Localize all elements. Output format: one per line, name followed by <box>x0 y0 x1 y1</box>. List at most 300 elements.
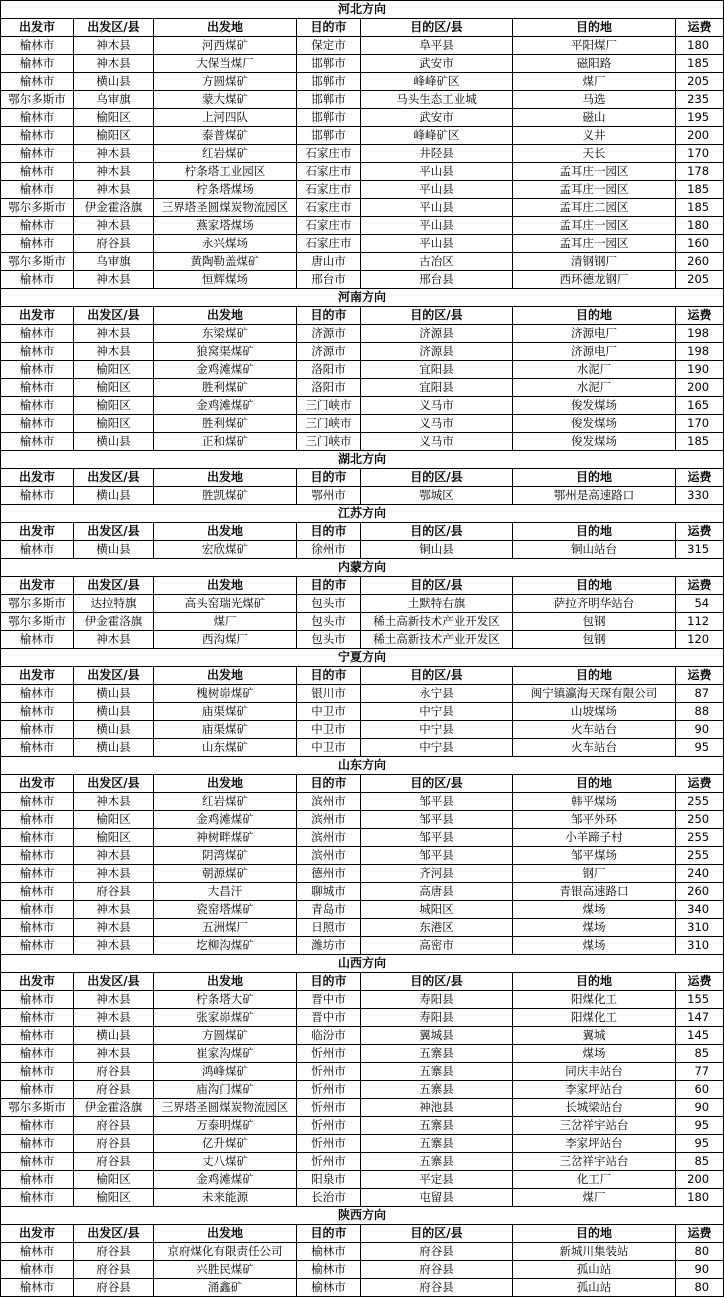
table-row <box>1 55 724 73</box>
cell-dest-city: 滨州市 <box>297 847 361 865</box>
cell-origin-city: 榆林市 <box>1 721 74 739</box>
table-row <box>1 685 724 703</box>
cell-origin-city: 榆林市 <box>1 1171 74 1189</box>
cell-fee: 95 <box>676 1135 724 1153</box>
cell-dest-city: 银川市 <box>297 685 361 703</box>
column-header-origin-district: 出发区/县 <box>74 19 154 37</box>
column-header-fee: 运费 <box>676 667 724 685</box>
column-header-row <box>1 307 724 325</box>
cell-origin-city: 榆林市 <box>1 271 74 289</box>
cell-dest-site: 俊发煤场 <box>513 397 676 415</box>
cell-origin-city: 榆林市 <box>1 1117 74 1135</box>
cell-dest-site: 煤厂 <box>513 73 676 91</box>
cell-origin-city: 榆林市 <box>1 433 74 451</box>
cell-origin-city: 榆林市 <box>1 1027 74 1045</box>
column-header-origin-city: 出发市 <box>1 469 74 487</box>
cell-origin-site: 柠条塔工业园区 <box>154 163 297 181</box>
column-header-origin-site: 出发地 <box>154 19 297 37</box>
cell-fee: 54 <box>676 595 724 613</box>
cell-dest-city: 邢台市 <box>297 271 361 289</box>
cell-dest-city: 邯郸市 <box>297 55 361 73</box>
cell-origin-site: 金鸡滩煤矿 <box>154 1171 297 1189</box>
table-row <box>1 739 724 757</box>
cell-dest-city: 忻州市 <box>297 1117 361 1135</box>
cell-fee: 180 <box>676 37 724 55</box>
column-header-origin-city: 出发市 <box>1 1225 74 1243</box>
cell-dest-district: 城阳区 <box>361 901 513 919</box>
column-header-dest-district: 目的区/县 <box>361 469 513 487</box>
cell-fee: 190 <box>676 361 724 379</box>
table-row <box>1 343 724 361</box>
section-title: 内蒙方向 <box>1 559 724 577</box>
column-header-dest-district: 目的区/县 <box>361 307 513 325</box>
cell-dest-city: 保定市 <box>297 37 361 55</box>
column-header-dest-district: 目的区/县 <box>361 775 513 793</box>
cell-dest-district: 义马市 <box>361 433 513 451</box>
cell-origin-district: 府谷县 <box>74 1063 154 1081</box>
cell-origin-city: 榆林市 <box>1 1279 74 1297</box>
table-row <box>1 361 724 379</box>
column-header-origin-city: 出发市 <box>1 667 74 685</box>
cell-fee: 198 <box>676 325 724 343</box>
cell-origin-city: 榆林市 <box>1 109 74 127</box>
cell-dest-district: 寿阳县 <box>361 991 513 1009</box>
table-row <box>1 181 724 199</box>
cell-origin-city: 榆林市 <box>1 487 74 505</box>
cell-origin-city: 榆林市 <box>1 865 74 883</box>
cell-origin-city: 榆林市 <box>1 55 74 73</box>
section-title-row <box>1 1207 724 1225</box>
cell-dest-city: 石家庄市 <box>297 199 361 217</box>
cell-origin-district: 神木县 <box>74 847 154 865</box>
cell-fee: 80 <box>676 1279 724 1297</box>
cell-dest-city: 洛阳市 <box>297 361 361 379</box>
table-row <box>1 37 724 55</box>
cell-dest-city: 榆林市 <box>297 1243 361 1261</box>
cell-dest-city: 邯郸市 <box>297 109 361 127</box>
cell-origin-site: 崔家沟煤矿 <box>154 1045 297 1063</box>
column-header-dest-city: 目的市 <box>297 577 361 595</box>
cell-origin-district: 榆阳区 <box>74 361 154 379</box>
cell-dest-city: 邯郸市 <box>297 73 361 91</box>
column-header-dest-city: 目的市 <box>297 19 361 37</box>
cell-dest-site: 孟耳庄二园区 <box>513 199 676 217</box>
cell-dest-district: 鄂城区 <box>361 487 513 505</box>
cell-fee: 240 <box>676 865 724 883</box>
table-row <box>1 1009 724 1027</box>
column-header-dest-district: 目的区/县 <box>361 19 513 37</box>
column-header-dest-site: 目的地 <box>513 1225 676 1243</box>
column-header-row <box>1 469 724 487</box>
column-header-origin-site: 出发地 <box>154 523 297 541</box>
column-header-origin-site: 出发地 <box>154 577 297 595</box>
cell-origin-site: 燕家塔煤场 <box>154 217 297 235</box>
cell-dest-district: 五寨县 <box>361 1081 513 1099</box>
cell-dest-city: 石家庄市 <box>297 235 361 253</box>
cell-origin-district: 横山县 <box>74 73 154 91</box>
cell-origin-district: 神木县 <box>74 1045 154 1063</box>
cell-dest-city: 邯郸市 <box>297 127 361 145</box>
cell-origin-district: 神木县 <box>74 937 154 955</box>
cell-dest-site: 包钢 <box>513 613 676 631</box>
cell-dest-site: 山坡煤场 <box>513 703 676 721</box>
cell-origin-city: 榆林市 <box>1 1261 74 1279</box>
cell-dest-district: 武安市 <box>361 109 513 127</box>
cell-origin-site: 圪柳沟煤矿 <box>154 937 297 955</box>
cell-origin-site: 金鸡滩煤矿 <box>154 811 297 829</box>
cell-fee: 90 <box>676 1261 724 1279</box>
table-row <box>1 73 724 91</box>
cell-dest-city: 忻州市 <box>297 1081 361 1099</box>
table-row <box>1 397 724 415</box>
cell-dest-district: 邹平县 <box>361 829 513 847</box>
cell-origin-district: 横山县 <box>74 703 154 721</box>
cell-origin-district: 府谷县 <box>74 1117 154 1135</box>
table-row <box>1 595 724 613</box>
cell-origin-site: 西沟煤厂 <box>154 631 297 649</box>
section-title-row <box>1 289 724 307</box>
column-header-dest-site: 目的地 <box>513 973 676 991</box>
table-row <box>1 433 724 451</box>
cell-dest-district: 府谷县 <box>361 1261 513 1279</box>
section-title: 江苏方向 <box>1 505 724 523</box>
cell-dest-site: 包钢 <box>513 631 676 649</box>
cell-dest-site: 煤场 <box>513 1045 676 1063</box>
column-header-row <box>1 523 724 541</box>
cell-origin-city: 榆林市 <box>1 919 74 937</box>
cell-origin-city: 鄂尔多斯市 <box>1 253 74 271</box>
cell-dest-city: 徐州市 <box>297 541 361 559</box>
table-row <box>1 109 724 127</box>
cell-fee: 95 <box>676 739 724 757</box>
cell-origin-city: 鄂尔多斯市 <box>1 1099 74 1117</box>
cell-dest-district: 五寨县 <box>361 1135 513 1153</box>
table-row <box>1 847 724 865</box>
cell-origin-site: 金鸡滩煤矿 <box>154 361 297 379</box>
section-title: 宁夏方向 <box>1 649 724 667</box>
cell-origin-district: 府谷县 <box>74 1243 154 1261</box>
cell-origin-site: 高头窑瑞光煤矿 <box>154 595 297 613</box>
cell-dest-city: 中卫市 <box>297 703 361 721</box>
cell-origin-district: 伊金霍洛旗 <box>74 613 154 631</box>
section-title-row <box>1 559 724 577</box>
cell-dest-city: 唐山市 <box>297 253 361 271</box>
cell-fee: 340 <box>676 901 724 919</box>
cell-fee: 195 <box>676 109 724 127</box>
column-header-origin-district: 出发区/县 <box>74 307 154 325</box>
cell-origin-city: 榆林市 <box>1 163 74 181</box>
cell-origin-site: 狼窝渠煤矿 <box>154 343 297 361</box>
cell-dest-site: 孤山站 <box>513 1261 676 1279</box>
column-header-row <box>1 577 724 595</box>
cell-origin-district: 榆阳区 <box>74 397 154 415</box>
cell-dest-site: 铜山站台 <box>513 541 676 559</box>
cell-origin-city: 榆林市 <box>1 1243 74 1261</box>
cell-origin-city: 鄂尔多斯市 <box>1 199 74 217</box>
cell-origin-site: 胜利煤矿 <box>154 379 297 397</box>
table-row <box>1 703 724 721</box>
cell-origin-district: 横山县 <box>74 685 154 703</box>
cell-dest-city: 洛阳市 <box>297 379 361 397</box>
cell-dest-city: 鄂州市 <box>297 487 361 505</box>
cell-fee: 85 <box>676 1045 724 1063</box>
section-title: 陕西方向 <box>1 1207 724 1225</box>
cell-dest-site: 马选 <box>513 91 676 109</box>
cell-fee: 315 <box>676 541 724 559</box>
cell-fee: 205 <box>676 271 724 289</box>
cell-origin-site: 东梁煤矿 <box>154 325 297 343</box>
cell-dest-site: 阳煤化工 <box>513 1009 676 1027</box>
cell-dest-site: 济源电厂 <box>513 343 676 361</box>
cell-origin-site: 京府煤化有限责任公司 <box>154 1243 297 1261</box>
cell-origin-city: 榆林市 <box>1 703 74 721</box>
column-header-row <box>1 775 724 793</box>
cell-origin-site: 红岩煤矿 <box>154 793 297 811</box>
cell-origin-district: 神木县 <box>74 1009 154 1027</box>
column-header-origin-city: 出发市 <box>1 973 74 991</box>
cell-origin-site: 庙渠煤矿 <box>154 721 297 739</box>
column-header-fee: 运费 <box>676 1225 724 1243</box>
table-row <box>1 883 724 901</box>
cell-origin-district: 神木县 <box>74 181 154 199</box>
section-title-row <box>1 451 724 469</box>
cell-origin-city: 榆林市 <box>1 415 74 433</box>
cell-fee: 250 <box>676 811 724 829</box>
table-row <box>1 487 724 505</box>
cell-dest-city: 榆林市 <box>297 1261 361 1279</box>
cell-fee: 85 <box>676 1153 724 1171</box>
table-row <box>1 1243 724 1261</box>
table-row <box>1 1171 724 1189</box>
cell-origin-city: 榆林市 <box>1 343 74 361</box>
cell-origin-site: 方圆煤矿 <box>154 73 297 91</box>
cell-fee: 255 <box>676 793 724 811</box>
cell-dest-city: 忻州市 <box>297 1099 361 1117</box>
cell-fee: 310 <box>676 937 724 955</box>
cell-origin-site: 兴胜民煤矿 <box>154 1261 297 1279</box>
table-row <box>1 1045 724 1063</box>
cell-origin-site: 煤厂 <box>154 613 297 631</box>
cell-dest-city: 包头市 <box>297 595 361 613</box>
cell-origin-district: 榆阳区 <box>74 415 154 433</box>
column-header-fee: 运费 <box>676 775 724 793</box>
column-header-row <box>1 1225 724 1243</box>
cell-origin-district: 府谷县 <box>74 883 154 901</box>
table-row <box>1 379 724 397</box>
cell-dest-site: 邹平外环 <box>513 811 676 829</box>
column-header-origin-district: 出发区/县 <box>74 577 154 595</box>
cell-dest-site: 萨拉齐明华站台 <box>513 595 676 613</box>
cell-origin-district: 神木县 <box>74 991 154 1009</box>
cell-dest-district: 高唐县 <box>361 883 513 901</box>
cell-origin-site: 方圆煤矿 <box>154 1027 297 1045</box>
cell-origin-site: 上河四队 <box>154 109 297 127</box>
table-row <box>1 253 724 271</box>
column-header-origin-city: 出发市 <box>1 523 74 541</box>
section-title: 山东方向 <box>1 757 724 775</box>
cell-origin-district: 乌审旗 <box>74 253 154 271</box>
cell-origin-site: 恒辉煤场 <box>154 271 297 289</box>
cell-fee: 160 <box>676 235 724 253</box>
cell-dest-district: 邢台县 <box>361 271 513 289</box>
cell-dest-district: 东港区 <box>361 919 513 937</box>
table-row <box>1 415 724 433</box>
column-header-dest-site: 目的地 <box>513 667 676 685</box>
table-row <box>1 127 724 145</box>
table-row <box>1 721 724 739</box>
cell-dest-site: 韩平煤场 <box>513 793 676 811</box>
cell-origin-site: 泰普煤矿 <box>154 127 297 145</box>
cell-origin-city: 榆林市 <box>1 883 74 901</box>
cell-dest-site: 闽宁镇瀛海天琛有限公司 <box>513 685 676 703</box>
cell-dest-site: 磁阳路 <box>513 55 676 73</box>
cell-dest-district: 五寨县 <box>361 1045 513 1063</box>
cell-dest-city: 忻州市 <box>297 1135 361 1153</box>
cell-dest-district: 峰峰矿区 <box>361 73 513 91</box>
cell-dest-site: 煤厂 <box>513 1189 676 1207</box>
cell-origin-site: 五洲煤厂 <box>154 919 297 937</box>
cell-origin-city: 榆林市 <box>1 1009 74 1027</box>
cell-fee: 165 <box>676 397 724 415</box>
table-row <box>1 1279 724 1297</box>
cell-origin-site: 宏欣煤矿 <box>154 541 297 559</box>
cell-dest-city: 聊城市 <box>297 883 361 901</box>
cell-dest-district: 邹平县 <box>361 847 513 865</box>
cell-origin-site: 河西煤矿 <box>154 37 297 55</box>
cell-dest-city: 榆林市 <box>297 1279 361 1297</box>
cell-origin-district: 榆阳区 <box>74 829 154 847</box>
cell-origin-district: 榆阳区 <box>74 811 154 829</box>
cell-dest-city: 石家庄市 <box>297 163 361 181</box>
cell-origin-site: 胜利煤矿 <box>154 415 297 433</box>
cell-dest-district: 义马市 <box>361 397 513 415</box>
column-header-fee: 运费 <box>676 469 724 487</box>
cell-dest-district: 中宁县 <box>361 721 513 739</box>
cell-dest-district: 稀土高新技术产业开发区 <box>361 631 513 649</box>
cell-dest-district: 宜阳县 <box>361 361 513 379</box>
table-row <box>1 1027 724 1045</box>
cell-origin-city: 榆林市 <box>1 361 74 379</box>
cell-origin-district: 横山县 <box>74 739 154 757</box>
cell-origin-city: 榆林市 <box>1 793 74 811</box>
cell-dest-district: 古冶区 <box>361 253 513 271</box>
table-row <box>1 613 724 631</box>
cell-dest-site: 水泥厂 <box>513 379 676 397</box>
cell-origin-district: 榆阳区 <box>74 379 154 397</box>
cell-dest-city: 忻州市 <box>297 1045 361 1063</box>
cell-origin-district: 神木县 <box>74 919 154 937</box>
cell-dest-site: 西环德龙钢厂 <box>513 271 676 289</box>
cell-dest-district: 五寨县 <box>361 1117 513 1135</box>
cell-origin-site: 柠条塔大矿 <box>154 991 297 1009</box>
cell-origin-site: 柠条塔煤场 <box>154 181 297 199</box>
cell-dest-site: 水泥厂 <box>513 361 676 379</box>
column-header-origin-district: 出发区/县 <box>74 667 154 685</box>
cell-origin-site: 三界塔圣圆煤炭物流园区 <box>154 199 297 217</box>
cell-origin-site: 红岩煤矿 <box>154 145 297 163</box>
column-header-row <box>1 667 724 685</box>
cell-dest-district: 府谷县 <box>361 1279 513 1297</box>
cell-dest-city: 三门峡市 <box>297 433 361 451</box>
table-row <box>1 901 724 919</box>
cell-fee: 170 <box>676 145 724 163</box>
cell-fee: 310 <box>676 919 724 937</box>
table-row <box>1 793 724 811</box>
column-header-origin-district: 出发区/县 <box>74 973 154 991</box>
cell-origin-district: 府谷县 <box>74 1135 154 1153</box>
cell-origin-city: 榆林市 <box>1 397 74 415</box>
cell-fee: 260 <box>676 253 724 271</box>
cell-dest-site: 阳煤化工 <box>513 991 676 1009</box>
cell-origin-district: 神木县 <box>74 145 154 163</box>
column-header-dest-site: 目的地 <box>513 19 676 37</box>
cell-dest-district: 中宁县 <box>361 703 513 721</box>
cell-fee: 77 <box>676 1063 724 1081</box>
column-header-origin-district: 出发区/县 <box>74 775 154 793</box>
cell-dest-district: 平山县 <box>361 199 513 217</box>
cell-origin-site: 大保当煤厂 <box>154 55 297 73</box>
cell-dest-district: 平山县 <box>361 235 513 253</box>
cell-origin-district: 神木县 <box>74 793 154 811</box>
table-row <box>1 919 724 937</box>
cell-origin-district: 府谷县 <box>74 1261 154 1279</box>
cell-origin-city: 榆林市 <box>1 37 74 55</box>
cell-origin-city: 榆林市 <box>1 235 74 253</box>
column-header-origin-site: 出发地 <box>154 973 297 991</box>
cell-origin-city: 榆林市 <box>1 127 74 145</box>
cell-dest-site: 邹平煤场 <box>513 847 676 865</box>
cell-origin-district: 乌审旗 <box>74 91 154 109</box>
cell-dest-city: 忻州市 <box>297 1063 361 1081</box>
cell-dest-city: 日照市 <box>297 919 361 937</box>
column-header-dest-site: 目的地 <box>513 577 676 595</box>
section-title-row <box>1 649 724 667</box>
column-header-dest-site: 目的地 <box>513 775 676 793</box>
cell-origin-city: 榆林市 <box>1 181 74 199</box>
column-header-dest-site: 目的地 <box>513 307 676 325</box>
cell-dest-district: 井陉县 <box>361 145 513 163</box>
column-header-origin-district: 出发区/县 <box>74 469 154 487</box>
cell-dest-city: 忻州市 <box>297 1153 361 1171</box>
cell-dest-city: 晋中市 <box>297 1009 361 1027</box>
cell-fee: 185 <box>676 181 724 199</box>
section-title: 河北方向 <box>1 1 724 19</box>
cell-dest-site: 俊发煤场 <box>513 433 676 451</box>
cell-origin-district: 神木县 <box>74 271 154 289</box>
cell-dest-site: 火车站台 <box>513 721 676 739</box>
table-row <box>1 991 724 1009</box>
cell-dest-site: 小羊蹄子村 <box>513 829 676 847</box>
cell-origin-city: 榆林市 <box>1 1081 74 1099</box>
cell-origin-site: 涌鑫矿 <box>154 1279 297 1297</box>
cell-dest-district: 府谷县 <box>361 1243 513 1261</box>
cell-dest-city: 石家庄市 <box>297 217 361 235</box>
cell-dest-district: 永宁县 <box>361 685 513 703</box>
cell-dest-site: 俊发煤场 <box>513 415 676 433</box>
cell-origin-city: 榆林市 <box>1 901 74 919</box>
cell-origin-site: 鸿峰煤矿 <box>154 1063 297 1081</box>
cell-dest-city: 包头市 <box>297 631 361 649</box>
cell-dest-site: 新城川集装站 <box>513 1243 676 1261</box>
cell-dest-site: 火车站台 <box>513 739 676 757</box>
table-row <box>1 1099 724 1117</box>
column-header-origin-site: 出发地 <box>154 469 297 487</box>
cell-origin-site: 张家峁煤矿 <box>154 1009 297 1027</box>
cell-dest-district: 邹平县 <box>361 811 513 829</box>
cell-dest-site: 清钢钢厂 <box>513 253 676 271</box>
column-header-dest-city: 目的市 <box>297 973 361 991</box>
table-row <box>1 541 724 559</box>
